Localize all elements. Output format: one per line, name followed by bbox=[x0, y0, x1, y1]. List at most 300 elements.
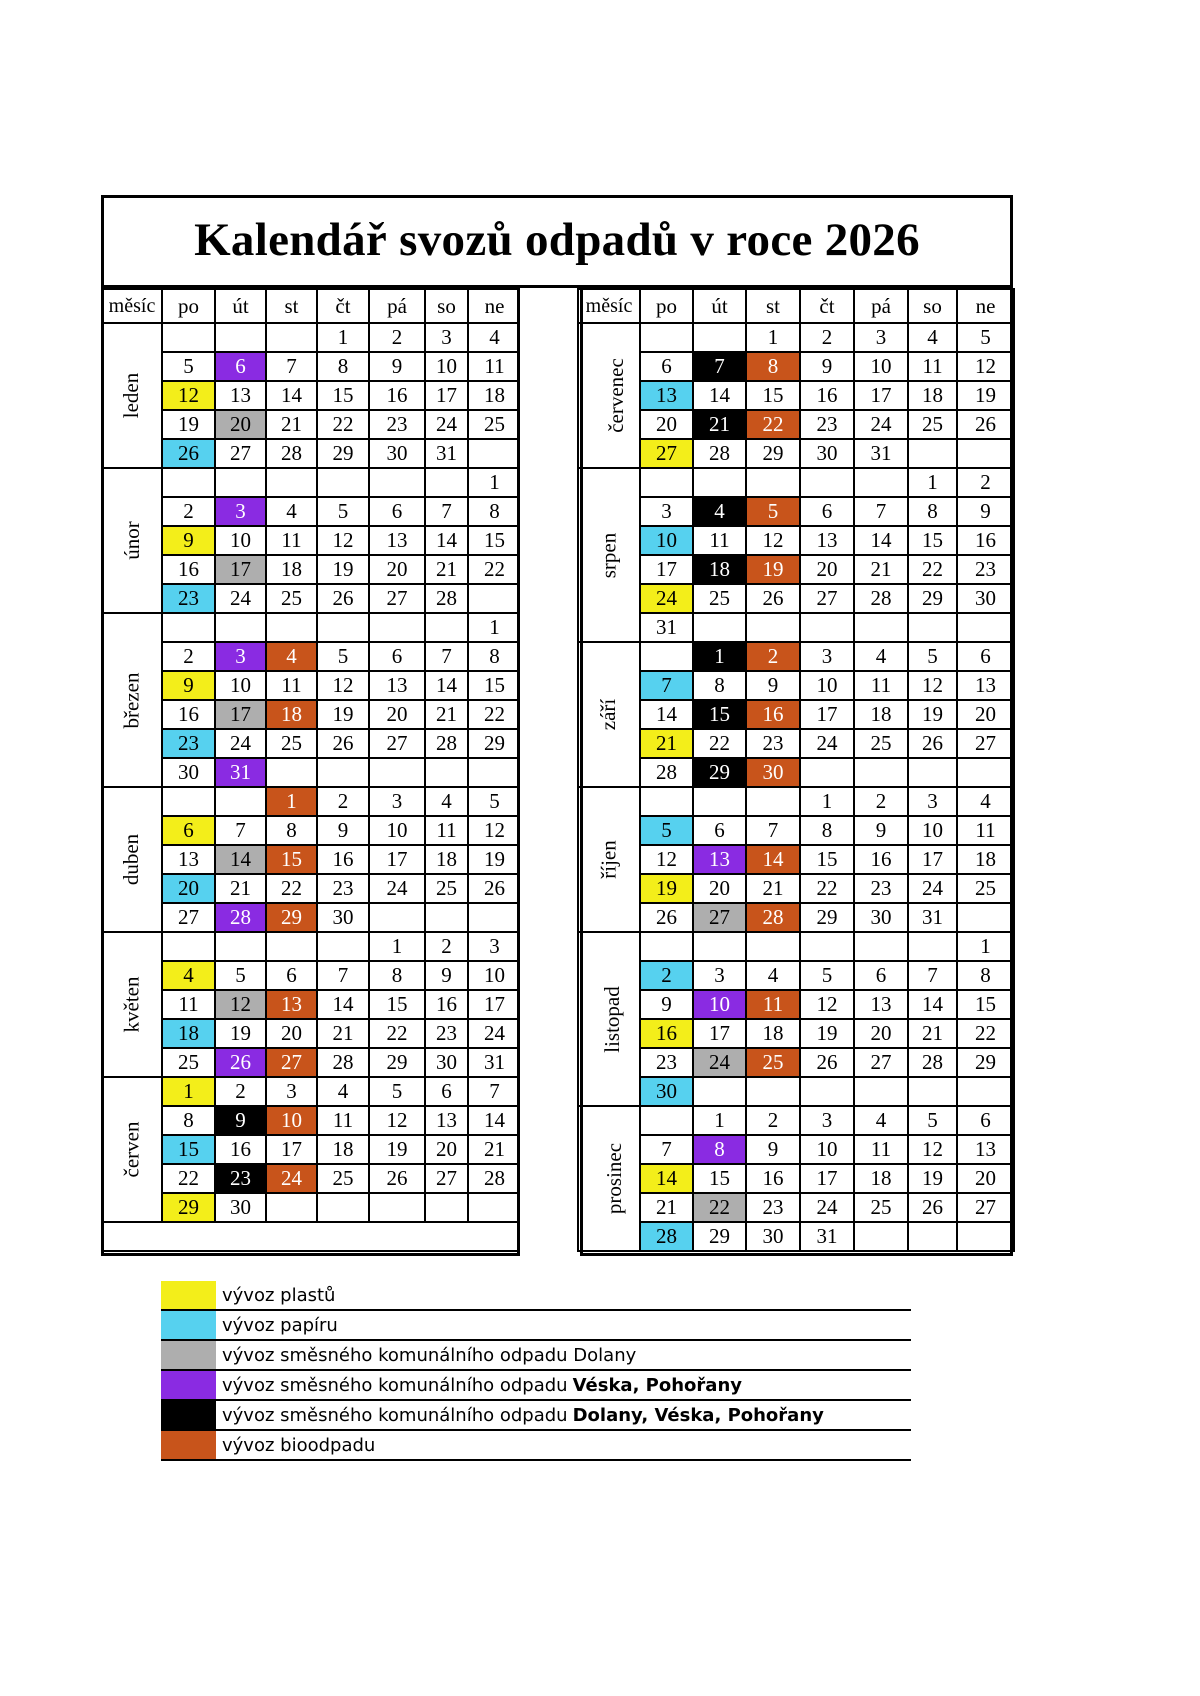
day-cell: 17 bbox=[800, 1164, 854, 1193]
week-row bbox=[578, 787, 1014, 816]
day-cell: 5 bbox=[800, 961, 854, 990]
empty-cell bbox=[468, 439, 521, 468]
week-row bbox=[578, 468, 1014, 497]
day-cell: 9 bbox=[425, 961, 468, 990]
day-cell: 27 bbox=[369, 729, 425, 758]
day-cell: 8 bbox=[369, 961, 425, 990]
day-cell: 26 bbox=[800, 1048, 854, 1077]
day-cell: 11 bbox=[425, 816, 468, 845]
month-name: únor bbox=[119, 521, 144, 560]
day-cell: 2 bbox=[746, 1106, 800, 1135]
day-cell: 20 bbox=[800, 555, 854, 584]
day-cell: 20 bbox=[215, 410, 266, 439]
day-cell: 24 bbox=[266, 1164, 317, 1193]
day-cell: 24 bbox=[369, 874, 425, 903]
day-cell: 31 bbox=[468, 1048, 521, 1077]
day-cell: 21 bbox=[266, 410, 317, 439]
day-cell: 25 bbox=[266, 584, 317, 613]
day-cell: 9 bbox=[800, 352, 854, 381]
day-cell: 3 bbox=[693, 961, 746, 990]
day-cell: 8 bbox=[468, 497, 521, 526]
empty-cell bbox=[425, 903, 468, 932]
header-day-po: po bbox=[640, 289, 693, 323]
day-cell: 2 bbox=[425, 932, 468, 961]
day-cell: 18 bbox=[266, 700, 317, 729]
week-row bbox=[578, 758, 1014, 787]
day-cell: 10 bbox=[369, 816, 425, 845]
day-cell: 29 bbox=[746, 439, 800, 468]
day-cell: 30 bbox=[425, 1048, 468, 1077]
day-cell: 28 bbox=[266, 439, 317, 468]
day-cell: 27 bbox=[266, 1048, 317, 1077]
day-cell: 16 bbox=[162, 700, 215, 729]
empty-cell bbox=[640, 468, 693, 497]
day-cell: 31 bbox=[215, 758, 266, 787]
day-cell: 6 bbox=[854, 961, 908, 990]
week-row bbox=[578, 729, 1014, 758]
day-cell: 3 bbox=[640, 497, 693, 526]
day-cell: 2 bbox=[317, 787, 369, 816]
week-row bbox=[102, 903, 521, 932]
day-cell: 11 bbox=[468, 352, 521, 381]
day-cell: 19 bbox=[317, 555, 369, 584]
day-cell: 5 bbox=[746, 497, 800, 526]
day-cell: 23 bbox=[746, 1193, 800, 1222]
day-cell: 19 bbox=[800, 1019, 854, 1048]
day-cell: 31 bbox=[854, 439, 908, 468]
day-cell: 29 bbox=[369, 1048, 425, 1077]
month-label-říjen bbox=[578, 787, 640, 932]
week-row bbox=[578, 497, 1014, 526]
day-cell: 28 bbox=[746, 903, 800, 932]
day-cell: 21 bbox=[215, 874, 266, 903]
day-cell: 18 bbox=[425, 845, 468, 874]
day-cell: 22 bbox=[908, 555, 957, 584]
empty-cell bbox=[957, 1077, 1014, 1106]
day-cell: 12 bbox=[800, 990, 854, 1019]
month-name: listopad bbox=[599, 985, 624, 1053]
day-cell: 1 bbox=[468, 468, 521, 497]
day-cell: 22 bbox=[957, 1019, 1014, 1048]
empty-cell bbox=[693, 468, 746, 497]
day-cell: 20 bbox=[854, 1019, 908, 1048]
day-cell: 9 bbox=[640, 990, 693, 1019]
day-cell: 6 bbox=[215, 352, 266, 381]
day-cell: 6 bbox=[640, 352, 693, 381]
header-month: měsíc bbox=[102, 289, 162, 323]
day-cell: 19 bbox=[162, 410, 215, 439]
day-cell: 11 bbox=[266, 526, 317, 555]
day-cell: 17 bbox=[215, 555, 266, 584]
day-cell: 28 bbox=[317, 1048, 369, 1077]
day-cell: 5 bbox=[317, 497, 369, 526]
day-cell: 2 bbox=[854, 787, 908, 816]
week-row bbox=[578, 642, 1014, 671]
day-cell: 28 bbox=[640, 1222, 693, 1251]
day-cell: 13 bbox=[640, 381, 693, 410]
week-row bbox=[102, 729, 521, 758]
week-row bbox=[578, 1193, 1014, 1222]
day-cell: 23 bbox=[746, 729, 800, 758]
title-box bbox=[101, 195, 1013, 288]
day-cell: 9 bbox=[746, 1135, 800, 1164]
week-row bbox=[102, 845, 521, 874]
header-day-čt: čt bbox=[800, 289, 854, 323]
day-cell: 13 bbox=[369, 526, 425, 555]
day-cell: 27 bbox=[215, 439, 266, 468]
legend-swatch bbox=[161, 1431, 216, 1459]
day-cell: 3 bbox=[908, 787, 957, 816]
legend-label bbox=[216, 1341, 636, 1369]
day-cell: 7 bbox=[640, 671, 693, 700]
week-row bbox=[578, 961, 1014, 990]
day-cell: 7 bbox=[746, 816, 800, 845]
day-cell: 25 bbox=[162, 1048, 215, 1077]
day-cell: 13 bbox=[162, 845, 215, 874]
day-cell: 7 bbox=[425, 642, 468, 671]
empty-cell bbox=[854, 1077, 908, 1106]
week-row bbox=[578, 1106, 1014, 1135]
header-day-út: út bbox=[215, 289, 266, 323]
day-cell: 29 bbox=[266, 903, 317, 932]
day-cell: 7 bbox=[640, 1135, 693, 1164]
day-cell: 26 bbox=[746, 584, 800, 613]
day-cell: 14 bbox=[693, 381, 746, 410]
week-row bbox=[102, 700, 521, 729]
day-cell: 12 bbox=[317, 526, 369, 555]
day-cell: 2 bbox=[800, 323, 854, 352]
day-cell: 25 bbox=[957, 874, 1014, 903]
week-row bbox=[102, 555, 521, 584]
week-row bbox=[578, 613, 1014, 642]
day-cell: 16 bbox=[746, 1164, 800, 1193]
empty-cell bbox=[854, 758, 908, 787]
day-cell: 15 bbox=[800, 845, 854, 874]
header-row bbox=[102, 289, 521, 323]
empty-cell bbox=[908, 439, 957, 468]
day-cell: 29 bbox=[468, 729, 521, 758]
day-cell: 11 bbox=[266, 671, 317, 700]
month-label-únor bbox=[102, 468, 162, 613]
day-cell: 1 bbox=[693, 1106, 746, 1135]
day-cell: 23 bbox=[162, 584, 215, 613]
day-cell: 21 bbox=[640, 729, 693, 758]
week-row bbox=[102, 584, 521, 613]
day-cell: 6 bbox=[369, 642, 425, 671]
empty-cell bbox=[746, 613, 800, 642]
day-cell: 6 bbox=[957, 1106, 1014, 1135]
empty-cell bbox=[162, 468, 215, 497]
day-cell: 10 bbox=[215, 526, 266, 555]
day-cell: 3 bbox=[266, 1077, 317, 1106]
empty-cell bbox=[317, 758, 369, 787]
day-cell: 23 bbox=[800, 410, 854, 439]
day-cell: 15 bbox=[908, 526, 957, 555]
day-cell: 30 bbox=[215, 1193, 266, 1222]
month-name: srpen bbox=[596, 532, 621, 578]
day-cell: 3 bbox=[425, 323, 468, 352]
day-cell: 17 bbox=[854, 381, 908, 410]
day-cell: 21 bbox=[908, 1019, 957, 1048]
day-cell: 24 bbox=[640, 584, 693, 613]
day-cell: 9 bbox=[317, 816, 369, 845]
day-cell: 7 bbox=[908, 961, 957, 990]
day-cell: 2 bbox=[746, 642, 800, 671]
day-cell: 15 bbox=[746, 381, 800, 410]
day-cell: 27 bbox=[957, 729, 1014, 758]
day-cell: 22 bbox=[317, 410, 369, 439]
column-gap bbox=[517, 288, 583, 1256]
week-row bbox=[102, 497, 521, 526]
day-cell: 11 bbox=[317, 1106, 369, 1135]
day-cell: 17 bbox=[266, 1135, 317, 1164]
day-cell: 4 bbox=[746, 961, 800, 990]
week-row bbox=[102, 410, 521, 439]
day-cell: 27 bbox=[162, 903, 215, 932]
day-cell: 21 bbox=[854, 555, 908, 584]
day-cell: 13 bbox=[266, 990, 317, 1019]
empty-cell bbox=[317, 613, 369, 642]
week-row bbox=[102, 642, 521, 671]
legend-bold-text: Dolany, Véska, Pohořany bbox=[572, 1404, 824, 1426]
day-cell: 28 bbox=[854, 584, 908, 613]
day-cell: 13 bbox=[957, 1135, 1014, 1164]
day-cell: 18 bbox=[468, 381, 521, 410]
day-cell: 16 bbox=[854, 845, 908, 874]
day-cell: 7 bbox=[425, 497, 468, 526]
day-cell: 15 bbox=[468, 671, 521, 700]
day-cell: 29 bbox=[800, 903, 854, 932]
day-cell: 14 bbox=[266, 381, 317, 410]
day-cell: 2 bbox=[640, 961, 693, 990]
empty-cell bbox=[162, 787, 215, 816]
day-cell: 30 bbox=[162, 758, 215, 787]
header-month: měsíc bbox=[578, 289, 640, 323]
day-cell: 21 bbox=[425, 555, 468, 584]
day-cell: 18 bbox=[957, 845, 1014, 874]
day-cell: 24 bbox=[908, 874, 957, 903]
day-cell: 30 bbox=[746, 1222, 800, 1251]
day-cell: 12 bbox=[908, 1135, 957, 1164]
day-cell: 12 bbox=[468, 816, 521, 845]
week-row bbox=[102, 961, 521, 990]
week-row bbox=[102, 323, 521, 352]
empty-cell bbox=[957, 903, 1014, 932]
empty-cell bbox=[215, 468, 266, 497]
day-cell: 6 bbox=[425, 1077, 468, 1106]
week-row bbox=[102, 381, 521, 410]
day-cell: 17 bbox=[800, 700, 854, 729]
empty-cell bbox=[215, 323, 266, 352]
empty-cell bbox=[640, 787, 693, 816]
week-row bbox=[578, 932, 1014, 961]
header-day-st: st bbox=[266, 289, 317, 323]
empty-cell bbox=[369, 1193, 425, 1222]
week-row bbox=[578, 555, 1014, 584]
week-row bbox=[102, 787, 521, 816]
empty-cell bbox=[854, 932, 908, 961]
legend-text: vývoz papíru bbox=[222, 1314, 338, 1336]
day-cell: 2 bbox=[162, 642, 215, 671]
empty-cell bbox=[640, 1106, 693, 1135]
empty-cell bbox=[746, 932, 800, 961]
week-row bbox=[578, 1164, 1014, 1193]
day-cell: 11 bbox=[746, 990, 800, 1019]
day-cell: 24 bbox=[468, 1019, 521, 1048]
day-cell: 25 bbox=[746, 1048, 800, 1077]
day-cell: 16 bbox=[215, 1135, 266, 1164]
day-cell: 11 bbox=[693, 526, 746, 555]
empty-cell bbox=[957, 439, 1014, 468]
day-cell: 22 bbox=[266, 874, 317, 903]
empty-cell bbox=[162, 932, 215, 961]
day-cell: 29 bbox=[957, 1048, 1014, 1077]
empty-cell bbox=[215, 932, 266, 961]
month-label-leden bbox=[102, 323, 162, 468]
header-day-út: út bbox=[693, 289, 746, 323]
legend-row bbox=[161, 1431, 911, 1461]
day-cell: 24 bbox=[215, 584, 266, 613]
day-cell: 10 bbox=[425, 352, 468, 381]
week-row bbox=[578, 700, 1014, 729]
day-cell: 12 bbox=[215, 990, 266, 1019]
day-cell: 12 bbox=[162, 381, 215, 410]
day-cell: 5 bbox=[908, 1106, 957, 1135]
legend-swatch bbox=[161, 1401, 216, 1429]
empty-cell bbox=[908, 758, 957, 787]
day-cell: 21 bbox=[468, 1135, 521, 1164]
month-label-červenec bbox=[578, 323, 640, 468]
week-row bbox=[102, 352, 521, 381]
day-cell: 30 bbox=[746, 758, 800, 787]
day-cell: 21 bbox=[640, 1193, 693, 1222]
day-cell: 21 bbox=[425, 700, 468, 729]
day-cell: 22 bbox=[162, 1164, 215, 1193]
day-cell: 15 bbox=[369, 990, 425, 1019]
day-cell: 4 bbox=[957, 787, 1014, 816]
day-cell: 15 bbox=[162, 1135, 215, 1164]
day-cell: 7 bbox=[266, 352, 317, 381]
empty-cell bbox=[369, 468, 425, 497]
day-cell: 16 bbox=[425, 990, 468, 1019]
day-cell: 30 bbox=[854, 903, 908, 932]
header-row bbox=[578, 289, 1014, 323]
day-cell: 8 bbox=[693, 671, 746, 700]
empty-cell bbox=[162, 613, 215, 642]
day-cell: 27 bbox=[425, 1164, 468, 1193]
week-row bbox=[578, 903, 1014, 932]
empty-cell bbox=[215, 787, 266, 816]
empty-cell bbox=[369, 758, 425, 787]
day-cell: 22 bbox=[468, 700, 521, 729]
day-cell: 10 bbox=[693, 990, 746, 1019]
month-name: prosinec bbox=[602, 1142, 627, 1215]
empty-cell bbox=[800, 613, 854, 642]
day-cell: 6 bbox=[800, 497, 854, 526]
day-cell: 23 bbox=[640, 1048, 693, 1077]
day-cell: 13 bbox=[957, 671, 1014, 700]
day-cell: 17 bbox=[468, 990, 521, 1019]
day-cell: 14 bbox=[640, 700, 693, 729]
day-cell: 7 bbox=[854, 497, 908, 526]
week-row bbox=[578, 410, 1014, 439]
day-cell: 26 bbox=[957, 410, 1014, 439]
day-cell: 17 bbox=[640, 555, 693, 584]
day-cell: 23 bbox=[162, 729, 215, 758]
empty-cell bbox=[746, 1077, 800, 1106]
day-cell: 16 bbox=[800, 381, 854, 410]
day-cell: 30 bbox=[640, 1077, 693, 1106]
day-cell: 30 bbox=[369, 439, 425, 468]
day-cell: 27 bbox=[854, 1048, 908, 1077]
empty-cell bbox=[800, 932, 854, 961]
week-row bbox=[578, 1019, 1014, 1048]
week-row bbox=[578, 381, 1014, 410]
day-cell: 8 bbox=[693, 1135, 746, 1164]
day-cell: 9 bbox=[215, 1106, 266, 1135]
day-cell: 16 bbox=[162, 555, 215, 584]
day-cell: 26 bbox=[908, 729, 957, 758]
day-cell: 23 bbox=[369, 410, 425, 439]
day-cell: 19 bbox=[215, 1019, 266, 1048]
day-cell: 13 bbox=[800, 526, 854, 555]
header-day-ne: ne bbox=[957, 289, 1014, 323]
day-cell: 2 bbox=[957, 468, 1014, 497]
empty-cell bbox=[957, 758, 1014, 787]
calendar-left-half bbox=[101, 288, 522, 1252]
day-cell: 24 bbox=[800, 1193, 854, 1222]
day-cell: 20 bbox=[957, 1164, 1014, 1193]
day-cell: 11 bbox=[162, 990, 215, 1019]
month-name: duben bbox=[119, 833, 144, 886]
day-cell: 27 bbox=[957, 1193, 1014, 1222]
day-cell: 26 bbox=[908, 1193, 957, 1222]
day-cell: 9 bbox=[162, 526, 215, 555]
day-cell: 15 bbox=[266, 845, 317, 874]
day-cell: 5 bbox=[640, 816, 693, 845]
month-name: květen bbox=[119, 976, 144, 1033]
empty-cell bbox=[746, 468, 800, 497]
day-cell: 26 bbox=[162, 439, 215, 468]
week-row bbox=[102, 1106, 521, 1135]
day-cell: 22 bbox=[693, 1193, 746, 1222]
day-cell: 13 bbox=[215, 381, 266, 410]
week-row bbox=[578, 816, 1014, 845]
legend-row bbox=[161, 1311, 911, 1341]
empty-cell bbox=[640, 642, 693, 671]
month-label-červen bbox=[102, 1077, 162, 1222]
day-cell: 8 bbox=[468, 642, 521, 671]
legend-row bbox=[161, 1401, 911, 1431]
day-cell: 12 bbox=[369, 1106, 425, 1135]
day-cell: 20 bbox=[957, 700, 1014, 729]
month-name: březen bbox=[119, 672, 144, 728]
day-cell: 7 bbox=[317, 961, 369, 990]
day-cell: 7 bbox=[215, 816, 266, 845]
empty-cell bbox=[693, 932, 746, 961]
empty-cell bbox=[800, 468, 854, 497]
week-row bbox=[102, 758, 521, 787]
empty-cell bbox=[800, 758, 854, 787]
day-cell: 8 bbox=[800, 816, 854, 845]
day-cell: 4 bbox=[693, 497, 746, 526]
day-cell: 28 bbox=[215, 903, 266, 932]
day-cell: 26 bbox=[640, 903, 693, 932]
day-cell: 5 bbox=[908, 642, 957, 671]
empty-cell bbox=[468, 903, 521, 932]
header-day-ne: ne bbox=[468, 289, 521, 323]
day-cell: 5 bbox=[369, 1077, 425, 1106]
